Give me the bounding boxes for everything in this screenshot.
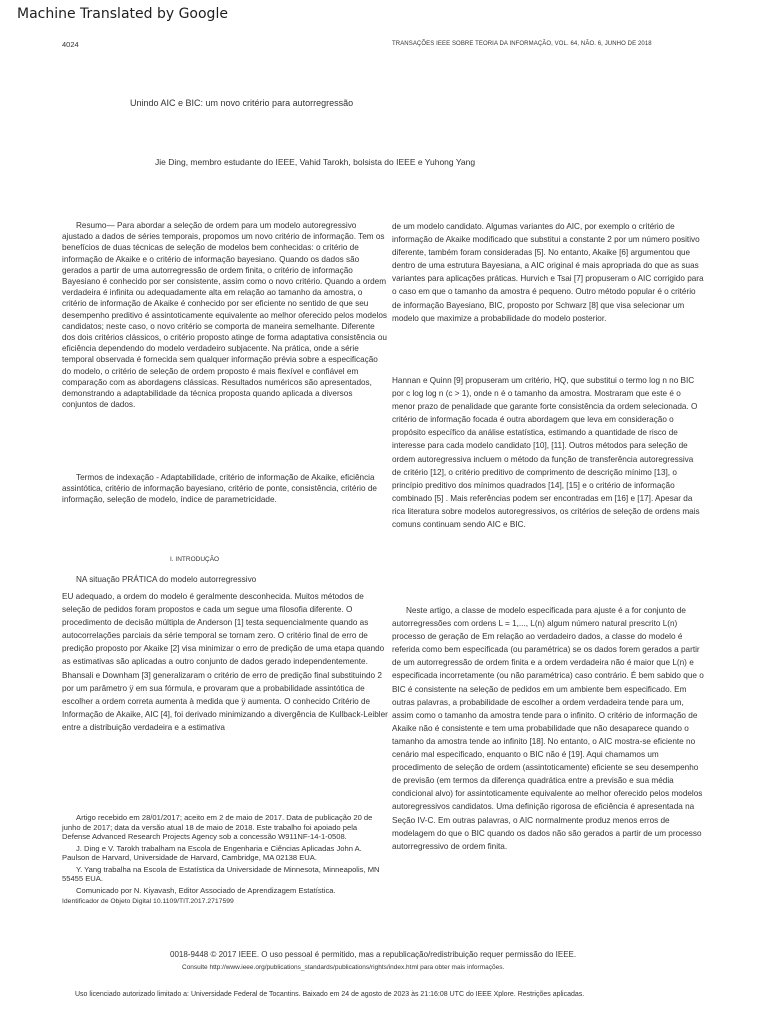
footnote-received: Artigo recebido em 28/01/2017; aceito em 2 de maio de 2017. Data de publicação 20 de junho de 2017; data da versão atual 18 de maio de 2018. Este trabalho foi apoiado pela Defense Advanced Research Projects Agency sob a concessão W911NF-14-1-0508. xyxy=(62,813,373,841)
rights-consult-line: Consulte http://www.ieee.org/publications_standards/publications/rights/index.html para obter mais informações. xyxy=(182,964,505,971)
right-para-3-text: Neste artigo, a classe de modelo especificada para ajuste é a for conjunto de autorregressões com ordens L = 1,..., L(n) algum número natural prescrito L(n) processo de geração de Em relação ao verdadeiro dados, a classe do modelo é referida como bem especificada (ou paramétrica) se os dados forem gerados a partir de um autorregressão de ordem finita e a ordem verdadeira não é maior que L(n) e especificada incorretamente (ou não paramétrica) caso contrário. É bem sabido que o BIC é consistente na seleção de pedidos em um ambiente bem especificado. Em outras palavras, a probabilidade de escolher a ordem verdadeira tende para um, assim como o tamanho da amostra tende para o infinito. O critério de informação de Akaike não é consistente e tem uma probabilidade que não desaparece quando o tamanho da amostra tende ao infinito [18]. No entanto, o AIC mostra-se eficiente no cenário mal especificado, enquanto o BIC não é [19]. Aqui chamamos um procedimento de seleção de ordem (assintoticamente) eficiente se seu desempenho de previsão (em termos da diferença quadrática entre a previsão e sua média condicional alvo) for assintoticamente equivalente ao melhor oferecido pelos modelos autoregressivos candidatos. Uma definição rigorosa de eficiência é apresentada na Seção IV-C. Em outras palavras, o AIC normalmente produz menos erros de modelagem do que o BIC quando os dados não são gerados a partir de um processo autorregressivo de ordem finita. xyxy=(392,606,704,851)
right-column-para-3 xyxy=(392,604,704,853)
paper-title: Unindo AIC e BIC: um novo critério para autorregressão xyxy=(130,98,354,108)
footnotes xyxy=(62,813,382,909)
footnote-ding-tarokh: J. Ding e V. Tarokh trabalham na Escola de Engenharia e Ciências Aplicadas John A. Paulson de Harvard, Universidade de Harvard, Cambridge, MA 02138 EUA. xyxy=(62,843,362,862)
intro-lead-line: NA situação PRÁTICA do modelo autorregressivo xyxy=(76,575,257,584)
page-number: 4024 xyxy=(62,40,79,49)
license-line: Uso licenciado autorizado limitado a: Universidade Federal de Tocantins. Baixado em 24 de agosto de 2023 às 21:16:08 UTC do IEEE Xplore. Restrições aplicadas. xyxy=(75,991,585,998)
footnote-communicated: Comunicado por N. Kiyavash, Editor Associado de Aprendizagem Estatística. xyxy=(76,885,336,895)
intro-body xyxy=(62,590,389,734)
journal-header: TRANSAÇÕES IEEE SOBRE TEORIA DA INFORMAÇÃO, VOL. 64, NÃO. 6, JUNHO DE 2018 xyxy=(392,41,652,47)
machine-translated-watermark: Machine Translated by Google xyxy=(17,6,228,22)
index-terms-text: Termos de indexação - Adaptabilidade, critério de informação de Akaike, eficiência assintótica, critério de informação bayesiano, critério de ponte, consistência, critério de informação, seleção de modelo, índice de parametricidade. xyxy=(62,473,377,505)
right-column-para-2 xyxy=(392,374,704,531)
footnote-yang: Y. Yang trabalha na Escola de Estatística da Universidade de Minnesota, Minneapolis, MN 55455 EUA. xyxy=(62,864,380,883)
abstract xyxy=(62,220,389,410)
index-terms xyxy=(62,472,389,506)
section-heading-introduction: I. INTRODUÇÃO xyxy=(170,556,220,563)
footnote-doi: Identificador de Objeto Digital 10.1109/TIT.2017.2717599 xyxy=(62,898,234,905)
intro-body-text: EU adequado, a ordem do modelo é geralmente desconhecida. Muitos métodos de seleção de pedidos foram propostos e cada um segue uma filosofia diferente. O procedimento de decisão múltipla de Anderson [1] testa sequencialmente quando as autocorrelações parciais da série temporal se tornam zero. O critério final de erro de predição proposto por Akaike [2] visa minimizar o erro de predição de uma etapa quando as estimativas são aplicadas a outro conjunto de dados gerado independentemente. Bhansali e Downham [3] generalizaram o critério de erro de predição final substituindo 2 por um parâmetro ÿ em sua fórmula, e provaram que a probabilidade assintótica de escolher a ordem correta aumenta à medida que ÿ aumenta. O conhecido Critério de Informação de Akaike, AIC [4], foi derivado minimizando a divergência de Kullback-Leibler entre a distribuição verdadeira e a estimativa xyxy=(62,592,388,732)
paper-authors: Jie Ding, membro estudante do IEEE, Vahid Tarokh, bolsista do IEEE e Yuhong Yang xyxy=(155,157,476,167)
right-para-1-text: de um modelo candidato. Algumas variantes do AIC, por exemplo o critério de informação de Akaike modificado que substitui a constante 2 por um número positivo diferente, também foram consideradas [5]. No entanto, Akaike [6] argumentou que dentro de uma estrutura Bayesiana, a AIC original é mais apropriada do que as suas variantes para aplicações práticas. Hurvich e Tsai [7] propuseram o AIC corrigido para o caso em que o tamanho da amostra é pequeno. Outro método popular é o critério de informação Bayesiano, BIC, proposto por Schwarz [8] que visa selecionar um modelo que maximize a probabilidade do modelo posterior. xyxy=(392,222,704,323)
abstract-text: Resumo— Para abordar a seleção de ordem para um modelo autoregressivo ajustado a dados de séries temporais, propomos um novo critério de informação. Tem os benefícios de duas técnicas de seleção de modelos bem conhecidas: o critério de informação de Akaike e o critério de informação bayesiano. Quando os dados são gerados a partir de uma autorregressão de ordem finita, o critério de informação Bayesiano é conhecido por ser consistente, assim como o novo critério. Quando a ordem verdadeira é infinita ou adequadamente alta em relação ao tamanho da amostra, o critério de informação de Akaike é conhecido por ser eficiente no sentido de que seu desempenho preditivo é assintoticamente equivalente ao melhor oferecido pelos modelos candidatos; neste caso, o novo critério se comporta de maneira semelhante. Diferente dos dois critérios clássicos, o critério proposto atinge de forma adaptativa consistência ou eficiência dependendo do modelo verdadeiro subjacente. Na prática, onde a série temporal observada é fornecida sem qualquer informação prévia sobre a especificação do modelo, o critério de seleção de ordem proposto é mais flexível e confiável em comparação com as abordagens clássicas. Resultados numéricos são apresentados, demonstrando a adaptabilidade da técnica proposta quando aplicada a diversos conjuntos de dados. xyxy=(62,221,387,410)
right-para-2-text: Hannan e Quinn [9] propuseram um critério, HQ, que substitui o termo log n no BIC por c log log n (c > 1), onde n é o tamanho da amostra. Mostraram que este é o menor prazo de penalidade que garante forte consistência da ordem selecionada. O critério de informação focada é outra abordagem que leva em consideração o propósito específico da análise estatística, estimando a quantidade de risco de interesse para cada modelo candidato [10], [11]. Outros métodos para seleção de ordem autoregressiva incluem o método da função de transferência autoregressiva de critério [12], o critério preditivo de comprimento de descrição mínimo [13], o princípio preditivo dos mínimos quadrados [14], [15] e o critério de informação combinado [5] . Mais referências podem ser encontradas em [16] e [17]. Apesar da rica literatura sobre modelos autoregressivos, os critérios de seleção de ordens mais comuns continuam sendo AIC e BIC. xyxy=(392,376,700,530)
copyright-line: 0018-9448 © 2017 IEEE. O uso pessoal é permitido, mas a republicação/redistribuição requer permissão do IEEE. xyxy=(170,950,577,959)
right-column-para-1 xyxy=(392,220,704,325)
